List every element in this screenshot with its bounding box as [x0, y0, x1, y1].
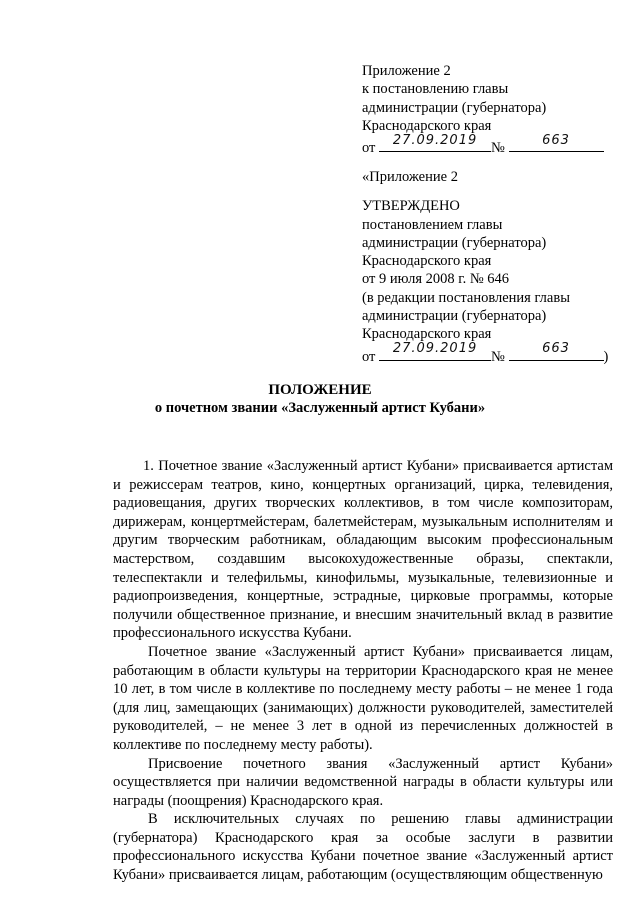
number-prefix: №: [491, 140, 505, 157]
date-prefix: от: [362, 348, 376, 365]
approved-label: УТВЕРЖДЕНО: [362, 198, 460, 215]
document-title: [0, 381, 640, 417]
approval-line: администрации (губернатора): [362, 234, 547, 251]
approval-block: [362, 168, 608, 364]
title-main: ПОЛОЖЕНИЕ: [268, 382, 372, 398]
paragraph: Присвоение почетного звания «Заслуженный артист Кубани» осуществляется при наличии ведомственной награды в области культуры или награды (поощрения) Краснодарского края.: [113, 755, 613, 809]
approval-line: (в редакции постановления главы: [362, 289, 570, 306]
approval-line: администрации (губернатора): [362, 308, 547, 325]
number-prefix: №: [491, 348, 505, 365]
handwritten-date: 27.09.2019: [392, 341, 478, 357]
number-field: [509, 341, 604, 361]
paragraph: В исключительных случаях по решению главы администрации (губернатора) Краснодарского края за особые заслуги в развитии профессионального искусства Кубани почетное звание «Заслуженный артист Кубани» присваивается лицам, работающим (осуществляющим общественную: [113, 811, 613, 884]
closing-parenthesis: ): [603, 348, 609, 365]
appendix-reference: «Приложение 2: [362, 169, 458, 185]
appendix-header-line: Приложение 2: [362, 63, 451, 79]
handwritten-date: 27.09.2019: [392, 132, 478, 148]
approval-line: Краснодарского края: [362, 253, 492, 270]
document-body: [113, 457, 613, 885]
paragraph: Почетное звание «Заслуженный артист Кубани» присваивается лицам, работающим в области культуры на территории Краснодарского края не менее 10 лет, в том числе в коллективе по последнему месту работы – не менее 1 года (для лиц, замещающих (занимающих) должности руководителей, заместителей руководителей, – не менее 3 лет в одной из перечисленных должностей в коллективе по последнему месту работы).: [113, 643, 613, 753]
date-field: [379, 132, 491, 152]
appendix-date-number-line: [362, 132, 604, 157]
appendix-header-line: Краснодарского края: [362, 117, 492, 134]
appendix-header-line: к постановлению главы: [362, 81, 509, 98]
title-subtitle: о почетном звании «Заслуженный артист Кубани»: [154, 400, 486, 416]
handwritten-number: 663: [542, 132, 570, 148]
handwritten-number: 663: [542, 341, 570, 357]
paragraph: 1. Почетное звание «Заслуженный артист Кубани» присваивается артистам и режиссерам театров, кино, концертных организаций, цирка, телевидения, радиовещания, других творческих коллективов, в том числе композиторам, дирижерам, концертмейстерам, балетмейстерам, музыкальным исполнителям и другим творческим работникам, обладающим высоким профессиональным мастерством, создавшим высокохудожественные образы, спектакли, телеспектакли и телефильмы, кинофильмы, музыкальные, телевизионные и радиопроизведения, концертные, эстрадные, цирковые программы, которые получили общественное признание, и внесшим значительный вклад в развитие профессионального искусства Кубани.: [113, 458, 613, 642]
approval-line: Краснодарского края: [362, 326, 492, 343]
approval-date-number-line: [362, 341, 609, 365]
approval-line: постановлением главы: [362, 216, 503, 233]
approval-line: от 9 июля 2008 г. № 646: [362, 271, 510, 288]
date-prefix: от: [362, 140, 376, 157]
number-field: [509, 132, 604, 152]
date-field: [379, 341, 491, 361]
appendix-header-line: администрации (губернатора): [362, 99, 547, 116]
appendix-header: [362, 62, 604, 155]
